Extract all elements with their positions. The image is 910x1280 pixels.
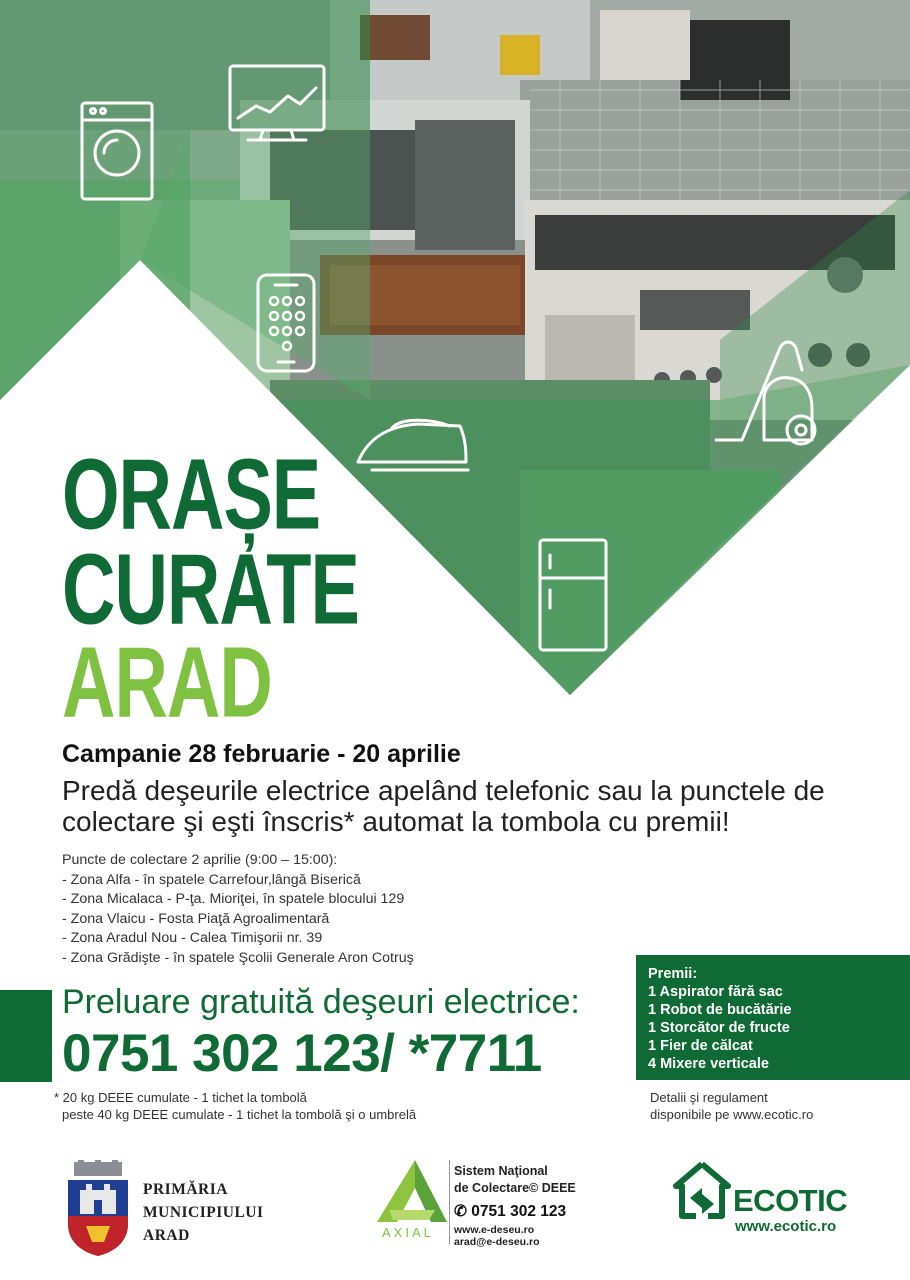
prize-item: 4 Mixere verticale bbox=[648, 1056, 769, 1072]
axial-email: arad@e-deseu.ro bbox=[454, 1236, 540, 1248]
prize-item: 1 Aspirator fără sac bbox=[648, 984, 783, 1000]
collection-point: - Zona Micalaca - P-ţa. Mioriţei, în spatele blocului 129 bbox=[62, 891, 405, 907]
axial-phone bbox=[454, 1202, 566, 1221]
ecotic-website: www.ecotic.ro bbox=[735, 1218, 837, 1235]
prize-item: 1 Storcător de fructe bbox=[648, 1020, 790, 1036]
collection-points bbox=[62, 851, 414, 968]
details-text bbox=[650, 1089, 813, 1123]
details-line: disponibile pe www.ecotic.ro bbox=[650, 1107, 814, 1122]
primaria-line: PRIMĂRIA bbox=[143, 1181, 228, 1198]
collection-point: - Zona Alfa - în spatele Carrefour,lângă Biserică bbox=[62, 871, 361, 888]
phone-handset-icon: ✆ bbox=[454, 1203, 472, 1220]
accent-bar bbox=[0, 990, 52, 1082]
details-line: Detalii şi regulament bbox=[650, 1090, 768, 1105]
primaria-name bbox=[143, 1178, 264, 1247]
axial-wordmark: AXIAL bbox=[382, 1225, 434, 1240]
title-line-2: CURATE bbox=[62, 533, 359, 646]
prize-item: 1 Robot de bucătărie bbox=[648, 1002, 792, 1018]
footnote: * 20 kg DEEE cumulate - 1 tichet la tombolă bbox=[54, 1090, 307, 1105]
campaign-dates: Campanie 28 februarie - 20 aprilie bbox=[62, 740, 461, 768]
axial-phone-number: 0751 302 123 bbox=[471, 1203, 567, 1220]
collection-point: - Zona Aradul Nou - Calea Timişorii nr. 39 bbox=[62, 930, 323, 946]
axial-system-line: de Colectare© DEEE bbox=[454, 1181, 576, 1195]
lead-text: Predă deşeurile electrice apelând telefonic sau la punctele de colectare şi eşti înscris* automat la tombola cu premii! bbox=[62, 775, 825, 837]
axial-system-name bbox=[454, 1163, 576, 1197]
arad-crest-icon bbox=[64, 1160, 132, 1256]
ecotic-recycle-house-icon bbox=[672, 1158, 732, 1224]
primaria-line: ARAD bbox=[143, 1227, 190, 1244]
axial-website: www.e-deseu.ro bbox=[454, 1224, 535, 1236]
axial-contact bbox=[454, 1224, 540, 1248]
footnote: peste 40 kg DEEE cumulate - 1 tichet la tombolă şi o umbrelă bbox=[62, 1107, 417, 1122]
pickup-label: Preluare gratuită deşeuri electrice: bbox=[62, 983, 580, 1021]
collection-point: - Zona Grădişte - în spatele Şcolii Generale Aron Cotruş bbox=[62, 949, 414, 966]
primaria-line: MUNICIPIULUI bbox=[143, 1204, 264, 1221]
collection-points-header: Puncte de colectare 2 aprilie (9:00 – 15:00): bbox=[62, 852, 338, 868]
ecotic-wordmark: ECOTIC bbox=[733, 1183, 848, 1218]
collection-point: - Zona Vlaicu - Fosta Piaţă Agroalimentară bbox=[62, 910, 330, 927]
prizes-box bbox=[636, 955, 910, 1080]
footnotes bbox=[54, 1089, 416, 1123]
prizes-header: Premii: bbox=[648, 966, 698, 982]
axial-system-line: Sistem Naţional bbox=[454, 1164, 548, 1178]
prize-item: 1 Fier de călcat bbox=[648, 1038, 753, 1054]
pickup-phone: 0751 302 123/ *7711 bbox=[62, 1024, 542, 1083]
title-line-1: ORAȘE bbox=[62, 438, 321, 551]
title-line-3: ARAD bbox=[62, 626, 272, 739]
axial-divider bbox=[449, 1160, 450, 1244]
